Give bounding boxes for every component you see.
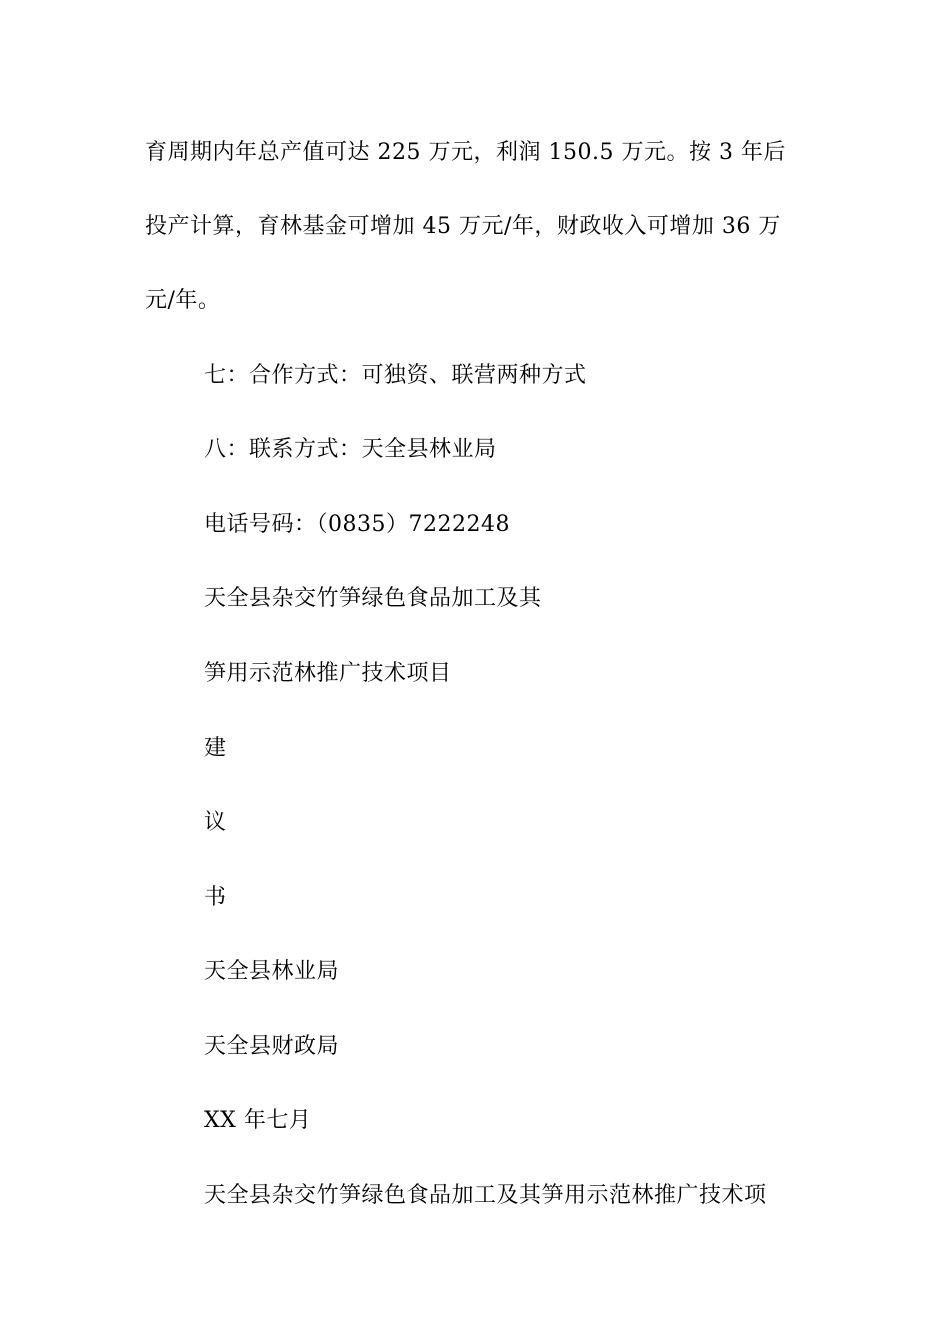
- contact-method: 八：联系方式：天全县林业局: [204, 437, 497, 462]
- cooperation-method: 七：合作方式：可独资、联营两种方式: [204, 363, 587, 388]
- paragraph-line-1: 育周期内年总产值可达 225 万元，利润 150.5 万元。按 3 年后: [145, 140, 786, 165]
- issuer-forestry-bureau: 天全县林业局: [204, 959, 340, 984]
- paragraph-line-3: 元/年。: [145, 288, 221, 313]
- section-heading: 天全县杂交竹笋绿色食品加工及其笋用示范林推广技术项: [204, 1183, 767, 1208]
- issuer-finance-bureau: 天全县财政局: [204, 1034, 340, 1059]
- phone-number: 电话号码：（0835）7222248: [204, 512, 510, 537]
- paragraph-line-2: 投产计算，育林基金可增加 45 万元/年，财政收入可增加 36 万: [145, 214, 781, 239]
- title-char-yi: 议: [204, 810, 227, 835]
- title-char-jian: 建: [204, 736, 227, 761]
- title-char-shu: 书: [204, 885, 227, 910]
- project-title-line-1: 天全县杂交竹笋绿色食品加工及其: [204, 586, 542, 611]
- date-line: XX 年七月: [204, 1108, 312, 1133]
- project-title-line-2: 笋用示范林推广技术项目: [204, 661, 452, 686]
